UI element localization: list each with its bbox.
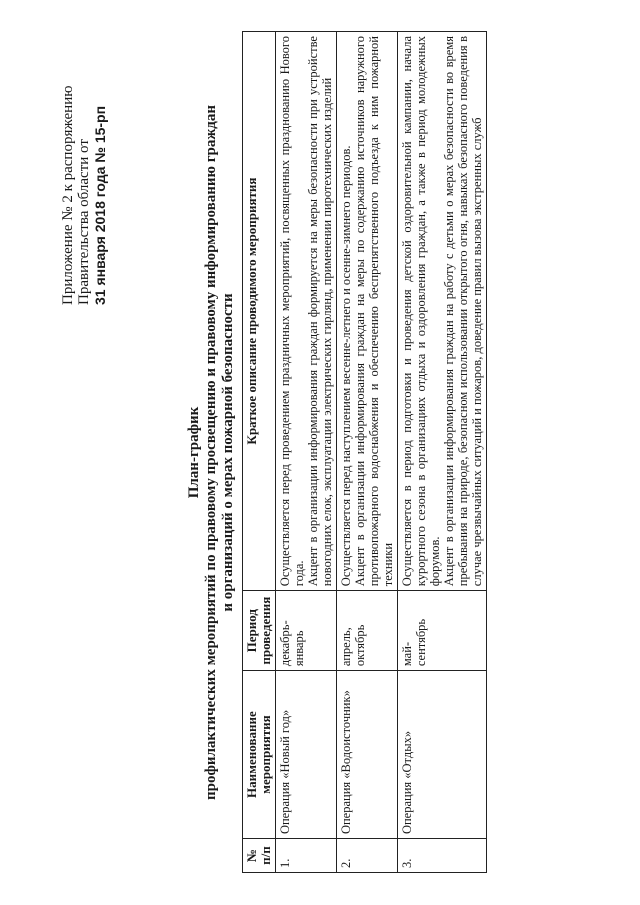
row-description [398, 32, 487, 591]
row-num: 2. [337, 839, 398, 873]
table-row [398, 32, 487, 873]
title-heading: План-график [186, 406, 202, 499]
row-name: Операция «Новый год» [276, 671, 337, 839]
appendix-line-2: Правительства области от [76, 139, 92, 305]
title-line-1: профилактических мероприятий по правовому просвещению и правовому информированию граждан [203, 105, 219, 800]
description-paragraph: Акцент в организации информирования граждан на меры по содержанию источников наружного противопожарного водоснабжения и обеспечению беспрепятственного подъезда к ним пожарной техники [353, 36, 395, 587]
table-row [276, 32, 337, 873]
row-num: 3. [398, 839, 487, 873]
row-period: апрель, октябрь [337, 591, 398, 671]
document-title [186, 0, 237, 905]
table-row [337, 32, 398, 873]
description-paragraph: Осуществляется перед проведением праздничных мероприятий, посвященных празднованию Нового года. [278, 36, 306, 587]
header-description: Краткое описание проводимого мероприятия [243, 32, 276, 591]
row-period: май-сентябрь [398, 591, 487, 671]
description-paragraph: Осуществляется перед наступлением весенне-летнего и осенне-зимнего периодов. [339, 145, 353, 587]
row-num: 1. [276, 839, 337, 873]
description-paragraph: Осуществляется в период подготовки и проведения детской оздоровительной кампании, начала курортного сезона в организациях отдыха и оздоровления граждан, а также в период молодежных форумов. [400, 36, 442, 587]
appendix-note [60, 45, 108, 305]
header-num: № п/п [243, 839, 276, 873]
row-description [276, 32, 337, 591]
description-paragraph: Акцент в организации информирования граждан на работу с детьми о мерах безопасности во время пребывания на природе, безопасном использовании открытого огня, навыках безопасного поведения в случае чрезвычайных ситуаций и пожаров, доведение правил вызова экстренных служб [442, 36, 484, 587]
table-header-row [243, 32, 276, 873]
row-period: декабрь-январь [276, 591, 337, 671]
row-name: Операция «Водоисточник» [337, 671, 398, 839]
header-period: Период проведения [243, 591, 276, 671]
row-description [337, 32, 398, 591]
row-name: Операция «Отдых» [398, 671, 487, 839]
description-paragraph: Акцент в организации информирования граждан формируется на меры безопасности при устройстве новогодних елок, эксплуатации электрических гирлянд, применении пиротехнических изделий [306, 36, 334, 587]
title-line-2: и организаций о мерах пожарной безопасности [220, 293, 236, 612]
appendix-date-line: 31 января 2018 года № 15-рп [92, 105, 108, 305]
header-name: Наименование мероприятия [243, 671, 276, 839]
events-table [242, 31, 487, 873]
appendix-line-1: Приложение № 2 к распоряжению [60, 85, 76, 305]
